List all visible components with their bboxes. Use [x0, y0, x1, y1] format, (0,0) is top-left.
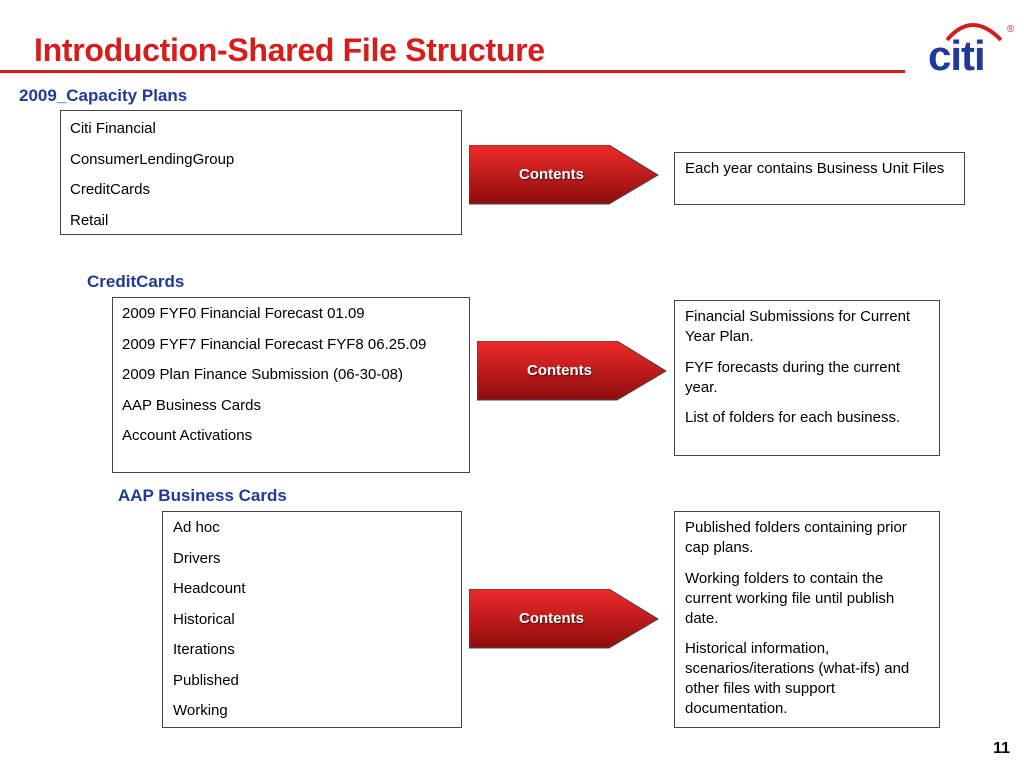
list-item: 2009 FYF0 Financial Forecast 01.09 [122, 305, 365, 322]
list-item: Ad hoc [173, 519, 220, 536]
list-item: Published [173, 671, 239, 689]
section-heading-creditcards: CreditCards [87, 272, 185, 291]
section-heading-capacity-plans: 2009_Capacity Plans [19, 86, 188, 105]
list-item: Account Activations [122, 427, 253, 444]
slide-title: Introduction-Shared File Structure [34, 32, 545, 68]
registered-mark: ® [1007, 24, 1015, 35]
description-text: Each year contains Business Unit Files [685, 160, 945, 177]
folder-list-creditcards [112, 297, 470, 473]
description-box-creditcards [674, 300, 940, 456]
logo-wordmark: citi [928, 32, 985, 72]
list-item: CreditCards [70, 181, 151, 198]
page-number: 11 [993, 740, 1010, 757]
list-item: Retail [70, 211, 109, 229]
description-text: FYF forecasts during the current year. [685, 358, 901, 396]
contents-label: Contents [519, 610, 584, 627]
description-box-capacity-plans [674, 152, 965, 205]
section-heading-aap-business-cards: AAP Business Cards [118, 486, 287, 505]
list-item: 2009 FYF7 Financial Forecast FYF8 06.25.09 [122, 335, 427, 353]
description-text: Published folders containing prior cap plans. [685, 519, 907, 556]
contents-label: Contents [527, 362, 592, 379]
list-item: 2009 Plan Finance Submission (06-30-08) [122, 366, 403, 383]
list-item: Working [173, 702, 228, 719]
list-item: Headcount [173, 580, 246, 597]
description-text: Historical information, scenarios/iterations (what-ifs) and other files with support documentation. [685, 640, 910, 717]
description-text: Financial Submissions for Current Year Plan. [685, 308, 911, 345]
list-item: Iterations [173, 641, 235, 658]
list-item: AAP Business Cards [122, 396, 261, 414]
title-underline [0, 70, 905, 73]
folder-list-capacity-plans [60, 110, 462, 235]
description-text: Working folders to contain the current working file until publish date. [685, 569, 895, 627]
list-item: Historical [173, 610, 235, 628]
citi-logo [925, 10, 1015, 72]
description-box-aap-business-cards [674, 511, 940, 728]
list-item: ConsumerLendingGroup [70, 150, 235, 168]
contents-label: Contents [519, 166, 584, 183]
list-item: Drivers [173, 549, 221, 567]
description-text: List of folders for each business. [685, 409, 901, 426]
folder-list-aap-business-cards [162, 511, 462, 728]
list-item: Citi Financial [70, 120, 156, 137]
